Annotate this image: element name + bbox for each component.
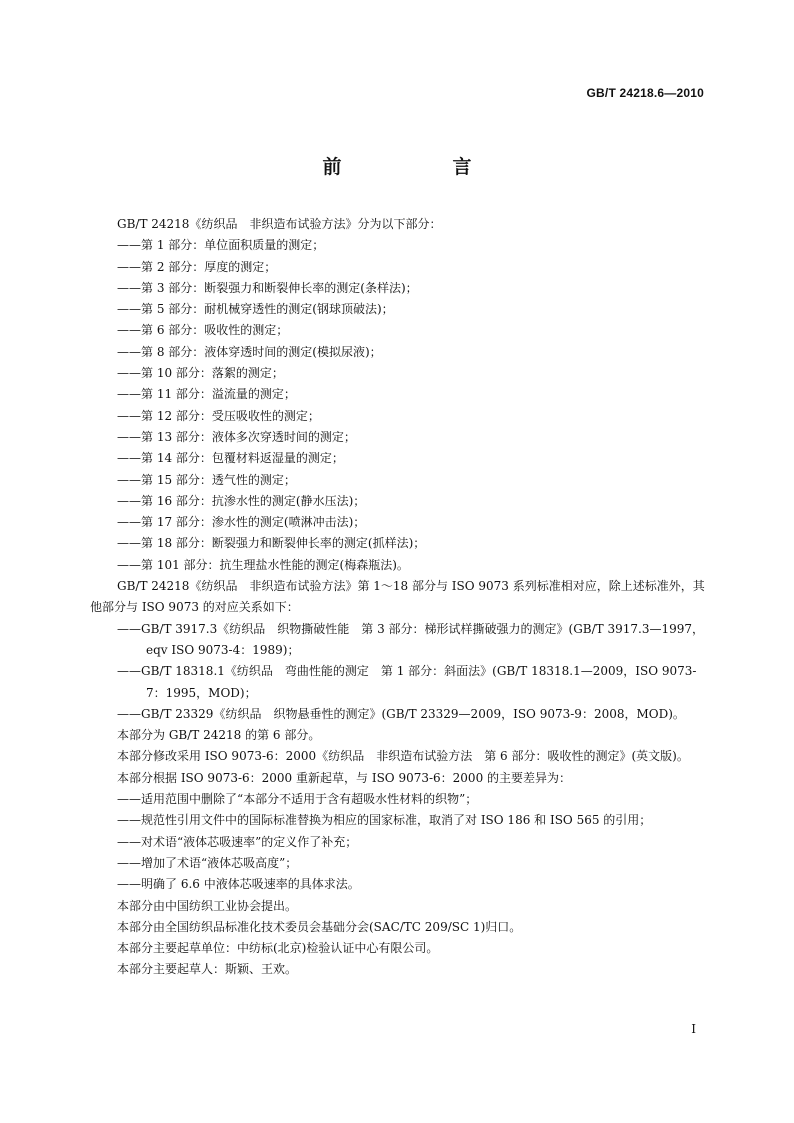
list-item: ——GB/T 18318.1《纺织品 弯曲性能的测定 第 1 部分：斜面法》(GB/T 18318.1—2009，ISO 9073-7：1995，MOD)； [117, 664, 697, 700]
paragraph: 本部分主要起草人：斯颖、王欢。 [117, 962, 298, 977]
list-item: ——第 101 部分：抗生理盐水性能的测定(梅森瓶法)。 [117, 557, 409, 572]
list-item: ——第 1 部分：单位面积质量的测定； [117, 238, 325, 253]
list-item: ——规范性引用文件中的国际标准替换为相应的国家标准，取消了对 ISO 186 和 ISO 565 的引用； [117, 813, 652, 828]
list-item: ——第 16 部分：抗渗水性的测定(静水压法)； [117, 493, 366, 508]
page-title: 前 言 [322, 156, 518, 178]
foreword-body [90, 214, 712, 981]
paragraph: 本部分由中国纺织工业协会提出。 [117, 898, 298, 913]
list-item: ——第 13 部分：液体多次穿透时间的测定； [117, 429, 356, 444]
list-item: ——增加了术语“液体芯吸高度”； [117, 855, 298, 870]
list-item: ——第 17 部分：渗水性的测定(喷淋冲击法)； [117, 515, 366, 530]
list-item: ——第 12 部分：受压吸收性的测定； [117, 408, 320, 423]
list-item: ——第 15 部分：透气性的测定； [117, 472, 296, 487]
standard-code: GB/T 24218.6—2010 [586, 86, 704, 100]
paragraph: GB/T 24218《纺织品 非织造布试验方法》分为以下部分： [117, 217, 442, 231]
list-item: ——GB/T 23329《纺织品 织物悬垂性的测定》(GB/T 23329—2009，ISO 9073-9：2008，MOD)。 [117, 706, 685, 721]
list-item: ——GB/T 3917.3《纺织品 织物撕破性能 第 3 部分：梯形试样撕破强力的测定》(GB/T 3917.3—1997，eqv ISO 9073-4：1989)； [117, 621, 704, 657]
paragraph: 本部分由全国纺织品标准化技术委员会基础分会(SAC/TC 209/SC 1)归口。 [117, 919, 522, 934]
paragraph: 本部分修改采用 ISO 9073-6：2000《纺织品 非织造布试验方法 第 6 部分：吸收性的测定》(英文版)。 [117, 749, 689, 764]
list-item: ——适用范围中删除了“本部分不适用于含有超吸水性材料的织物”； [117, 792, 478, 807]
list-item: ——第 6 部分：吸收性的测定； [117, 323, 289, 338]
list-item: ——第 14 部分：包覆材料返湿量的测定； [117, 451, 344, 466]
list-item: ——对术语“液体芯吸速率”的定义作了补充； [117, 834, 358, 849]
list-item: ——第 3 部分：断裂强力和断裂伸长率的测定(条样法)； [117, 280, 418, 295]
list-item: ——第 8 部分：液体穿透时间的测定(模拟尿液)； [117, 344, 382, 359]
list-item: ——第 10 部分：落絮的测定； [117, 366, 284, 381]
list-item: ——第 18 部分：断裂强力和断裂伸长率的测定(抓样法)； [117, 536, 426, 551]
list-item: ——第 5 部分：耐机械穿透性的测定(钢球顶破法)； [117, 302, 394, 317]
paragraph: 本部分主要起草单位：中纺标(北京)检验认证中心有限公司。 [117, 941, 439, 956]
paragraph: 本部分根据 ISO 9073-6：2000 重新起草，与 ISO 9073-6：2000 的主要差异为： [117, 770, 572, 785]
list-item: ——第 11 部分：溢流量的测定； [117, 387, 296, 402]
page-number: I [691, 1022, 696, 1036]
list-item: ——第 2 部分：厚度的测定； [117, 259, 277, 274]
paragraph: GB/T 24218《纺织品 非织造布试验方法》第 1～18 部分与 ISO 9073 系列标准相对应，除上述标准外，其他部分与 ISO 9073 的对应关系如下： [90, 579, 705, 615]
list-item: ——明确了 6.6 中液体芯吸速率的具体求法。 [117, 877, 360, 892]
paragraph: 本部分为 GB/T 24218 的第 6 部分。 [117, 728, 321, 743]
